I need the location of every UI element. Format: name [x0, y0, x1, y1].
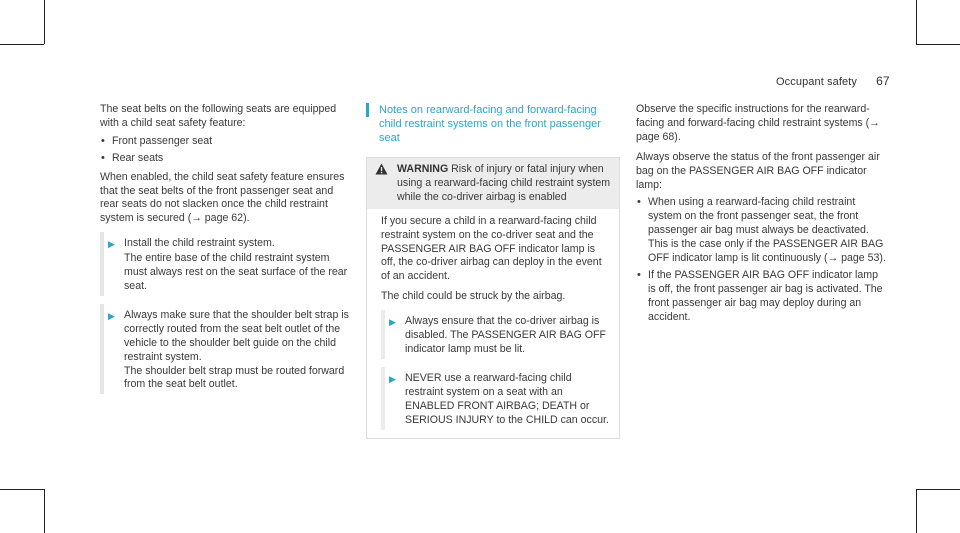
intro-text: The seat belts on the following seats are equipped with a child seat safety feature:	[100, 103, 337, 129]
instruction-step	[381, 310, 611, 359]
list-item: • Rear seats	[101, 151, 164, 164]
step-text: Always ensure that the co-driver airbag is disabled. The PASSENGER AIR BAG OFF indicator lamp must be lit.	[405, 315, 606, 355]
bullet-dot-icon: •	[637, 268, 641, 281]
triangle-right-icon: ▶	[108, 310, 115, 321]
warning-label: WARNING	[397, 163, 449, 175]
column-left	[100, 103, 350, 394]
warning-body	[367, 209, 619, 438]
warning-headline: Risk of injury or fatal injury when using a rearward-facing child restraint system while the co-driver airbag is enabled	[397, 163, 611, 203]
step-subtext: The shoulder belt strap must be routed forward from the seat belt outlet.	[124, 364, 345, 391]
bullet-dot-icon: •	[637, 196, 641, 209]
seat-list	[100, 135, 350, 166]
list-item: • Front passenger seat	[101, 134, 213, 147]
crop-mark	[44, 489, 45, 533]
body-paragraph: Observe the specific instructions for the rearward-facing and forward-facing child restraint systems (→ page 68).	[636, 103, 880, 143]
description-text: When enabled, the child seat safety feature ensures that the seat belts of the front passenger seat and rear seats do not slacken once the child restraint system is secured (→ page 62).	[100, 170, 345, 225]
step-bar	[381, 367, 385, 430]
step-bar	[100, 304, 104, 394]
step-subtext: The entire base of the child restraint system must always rest on the seat surface of the rear seat.	[124, 252, 348, 292]
warning-paragraph: The child could be struck by the airbag.	[381, 290, 566, 303]
triangle-right-icon: ▶	[389, 373, 396, 384]
airbag-status-list	[636, 196, 888, 324]
instruction-step	[381, 367, 611, 430]
crop-mark	[0, 489, 44, 490]
warning-paragraph: If you secure a child in a rearward-facing child restraint system on the co-driver seat and the PASSENGER AIR BAG OFF indicator lamp is off, the co-driver airbag can deploy in the event of an accident.	[381, 214, 602, 283]
instruction-step	[100, 304, 350, 394]
step-text: NEVER use a rearward-facing child restraint system on a seat with an ENABLED FRONT AIRBAG; DEATH or SERIOUS INJURY to the CHILD can occur.	[405, 371, 609, 426]
page-header	[776, 74, 890, 88]
column-middle	[366, 103, 620, 439]
step-text: Install the child restraint system.	[124, 237, 275, 250]
section-title: Occupant safety	[776, 76, 857, 88]
list-item: • When using a rearward-facing child restraint system on the front passenger seat, the front passenger air bag must always be deactivated. This is the case only if the PASSENGER AIR BAG OFF indicator lamp is lit continuously (→ page 53).	[637, 196, 886, 265]
bullet-dot-icon: •	[101, 134, 105, 147]
step-bar	[100, 232, 104, 296]
triangle-right-icon: ▶	[389, 317, 396, 328]
crop-mark	[916, 489, 960, 490]
note-heading-text: Notes on rearward-facing and forward-facing child restraint systems on the front passenger seat	[379, 104, 601, 144]
crop-mark	[0, 44, 44, 45]
bullet-dot-icon: •	[101, 151, 105, 164]
step-bar	[381, 310, 385, 359]
crop-mark	[916, 0, 917, 44]
list-item: • If the PASSENGER AIR BAG OFF indicator lamp is off, the front passenger air bag is activated. The front passenger air bag may deploy during an accident.	[637, 268, 883, 323]
body-paragraph: Always observe the status of the front passenger air bag on the PASSENGER AIR BAG OFF indicator lamp:	[636, 150, 880, 191]
triangle-right-icon: ▶	[108, 239, 115, 250]
note-heading	[366, 103, 620, 145]
column-right	[636, 103, 888, 330]
step-text: Always make sure that the shoulder belt strap is correctly routed from the seat belt outlet of the vehicle to the shoulder belt guide on the child restraint system.	[124, 308, 349, 363]
warning-triangle-icon	[375, 163, 391, 205]
page-number: 67	[876, 74, 890, 88]
warning-box	[366, 157, 620, 439]
heading-marker	[366, 103, 369, 117]
crop-mark	[916, 44, 960, 45]
instruction-step	[100, 232, 350, 296]
warning-header	[367, 158, 619, 209]
crop-mark	[916, 489, 917, 533]
crop-mark	[44, 0, 45, 44]
